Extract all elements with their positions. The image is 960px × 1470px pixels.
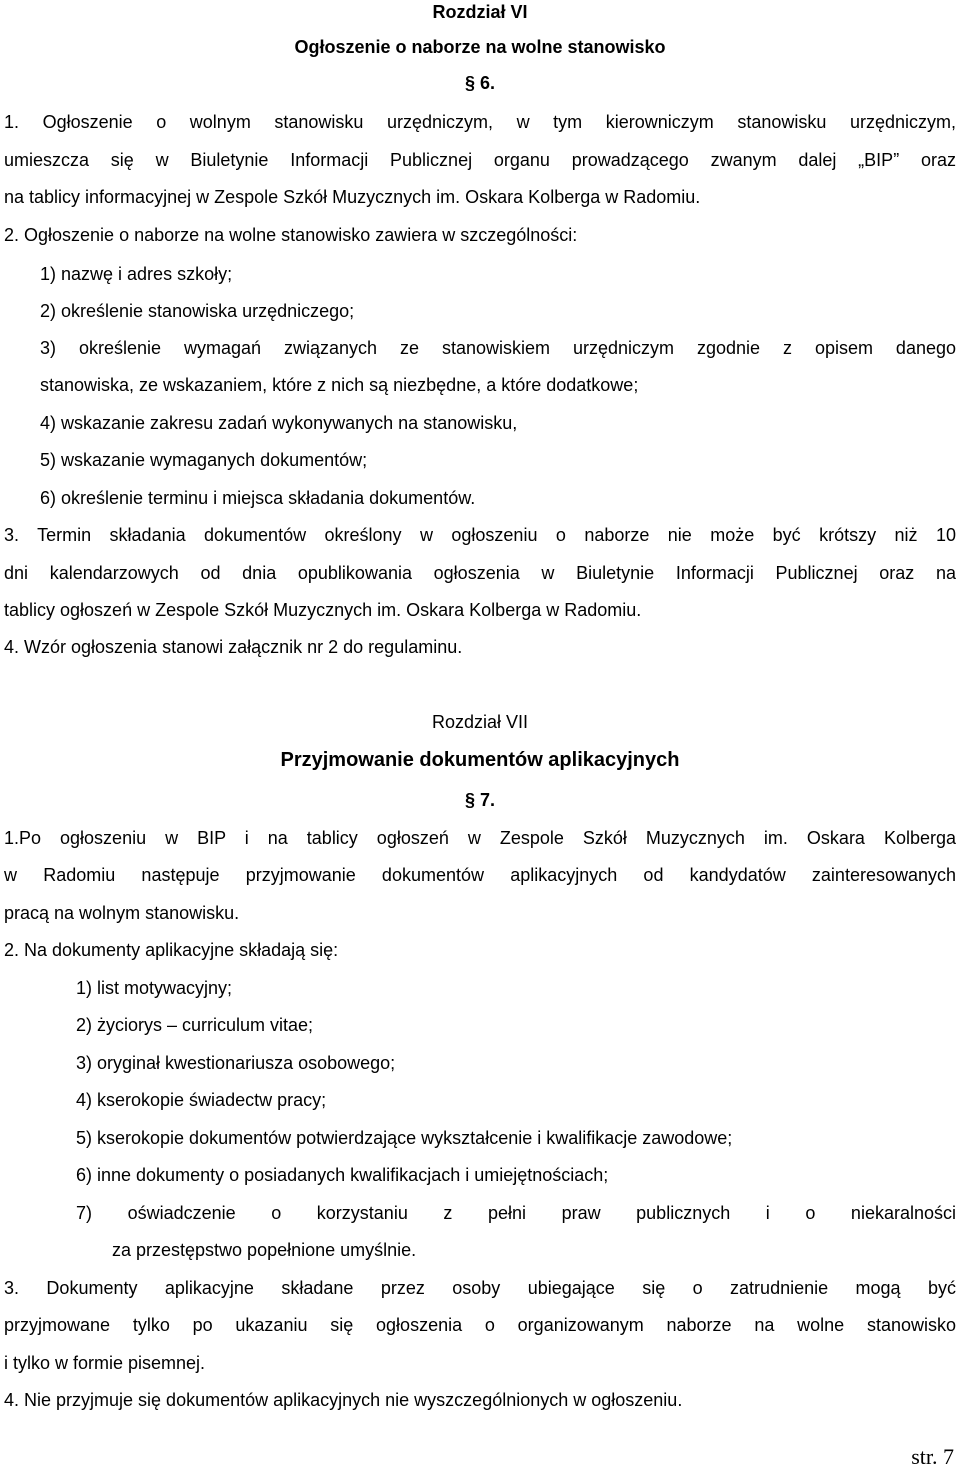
- ch6-p2-item: 2) określenie stanowiska urzędniczego;: [40, 301, 355, 321]
- ch6-p2-item: 4) wskazanie zakresu zadań wykonywanych na stanowisku,: [40, 413, 518, 433]
- ch7-p2-intro: 2. Na dokumenty aplikacyjne składają się:: [4, 940, 339, 960]
- page-number: str. 7: [911, 1444, 954, 1469]
- ch7-p2-item: 7) oświadczenie o korzystaniu z pełni praw publicznych i o niekaralności: [76, 1203, 956, 1223]
- ch6-p2-item: 3) określenie wymagań związanych ze stanowiskiem urzędniczym zgodnie z opisem danego: [40, 338, 956, 358]
- ch7-p2-item-continued: za przestępstwo popełnione umyślnie.: [112, 1240, 417, 1260]
- ch6-p3-line2: dni kalendarzowych od dnia opublikowania ogłoszenia w Biuletynie Informacji Publicznej oraz na: [4, 563, 956, 583]
- ch6-p2-item-continued: stanowiska, ze wskazaniem, które z nich są niezbędne, a które dodatkowe;: [40, 375, 639, 395]
- ch7-p1-line1: 1.Po ogłoszeniu w BIP i na tablicy ogłoszeń w Zespole Szkół Muzycznych im. Oskara Kolberga: [4, 828, 956, 848]
- ch7-p1-line2: w Radomiu następuje przyjmowanie dokumentów aplikacyjnych od kandydatów zainteresowanych: [4, 865, 956, 885]
- ch6-p3-line1: 3. Termin składania dokumentów określony w ogłoszeniu o naborze nie może być krótszy niż 10: [4, 525, 956, 545]
- chapter-6-heading: Rozdział VI: [432, 2, 528, 22]
- chapter-7-title: Przyjmowanie dokumentów aplikacyjnych: [280, 749, 680, 771]
- ch6-p3-line3: tablicy ogłoszeń w Zespole Szkół Muzycznych im. Oskara Kolberga w Radomiu.: [4, 600, 642, 620]
- section-7-number: § 7.: [464, 790, 496, 810]
- ch7-p3-line1: 3. Dokumenty aplikacyjne składane przez osoby ubiegające się o zatrudnienie mogą być: [4, 1278, 956, 1298]
- chapter-7-heading: Rozdział VII: [431, 712, 529, 732]
- section-6-number: § 6.: [464, 73, 496, 93]
- ch7-p2-item: 1) list motywacyjny;: [76, 978, 233, 998]
- ch7-p4: 4. Nie przyjmuje się dokumentów aplikacyjnych nie wyszczególnionych w ogłoszeniu.: [4, 1390, 683, 1410]
- ch6-p2-item: 6) określenie terminu i miejsca składania dokumentów.: [40, 488, 476, 508]
- ch7-p2-item: 4) kserokopie świadectw pracy;: [76, 1090, 327, 1110]
- ch6-p2-item: 5) wskazanie wymaganych dokumentów;: [40, 450, 368, 470]
- ch7-p1-line3: pracą na wolnym stanowisku.: [4, 903, 240, 923]
- ch6-p1-line3: na tablicy informacyjnej w Zespole Szkół Muzycznych im. Oskara Kolberga w Radomiu.: [4, 187, 701, 207]
- ch6-p2-intro: 2. Ogłoszenie o naborze na wolne stanowisko zawiera w szczególności:: [4, 225, 578, 245]
- ch6-p2-item: 1) nazwę i adres szkoły;: [40, 264, 233, 284]
- ch7-p2-item: 6) inne dokumenty o posiadanych kwalifikacjach i umiejętnościach;: [76, 1165, 609, 1185]
- ch7-p3-line3: i tylko w formie pisemnej.: [4, 1353, 206, 1373]
- ch6-p1-line2: umieszcza się w Biuletynie Informacji Publicznej organu prowadzącego zwanym dalej „BIP” oraz: [4, 150, 956, 170]
- ch7-p2-item: 3) oryginał kwestionariusza osobowego;: [76, 1053, 396, 1073]
- ch7-p2-item: 5) kserokopie dokumentów potwierdzające wykształcenie i kwalifikacje zawodowe;: [76, 1128, 733, 1148]
- ch6-p1-line1: 1. Ogłoszenie o wolnym stanowisku urzędniczym, w tym kierowniczym stanowisku urzędniczym,: [4, 112, 956, 132]
- ch7-p3-line2: przyjmowane tylko po ukazaniu się ogłoszenia o organizowanym naborze na wolne stanowisko: [4, 1315, 956, 1335]
- ch6-p4: 4. Wzór ogłoszenia stanowi załącznik nr 2 do regulaminu.: [4, 637, 463, 657]
- ch7-p2-item: 2) życiorys – curriculum vitae;: [76, 1015, 314, 1035]
- chapter-6-title: Ogłoszenie o naborze na wolne stanowisko: [294, 37, 666, 57]
